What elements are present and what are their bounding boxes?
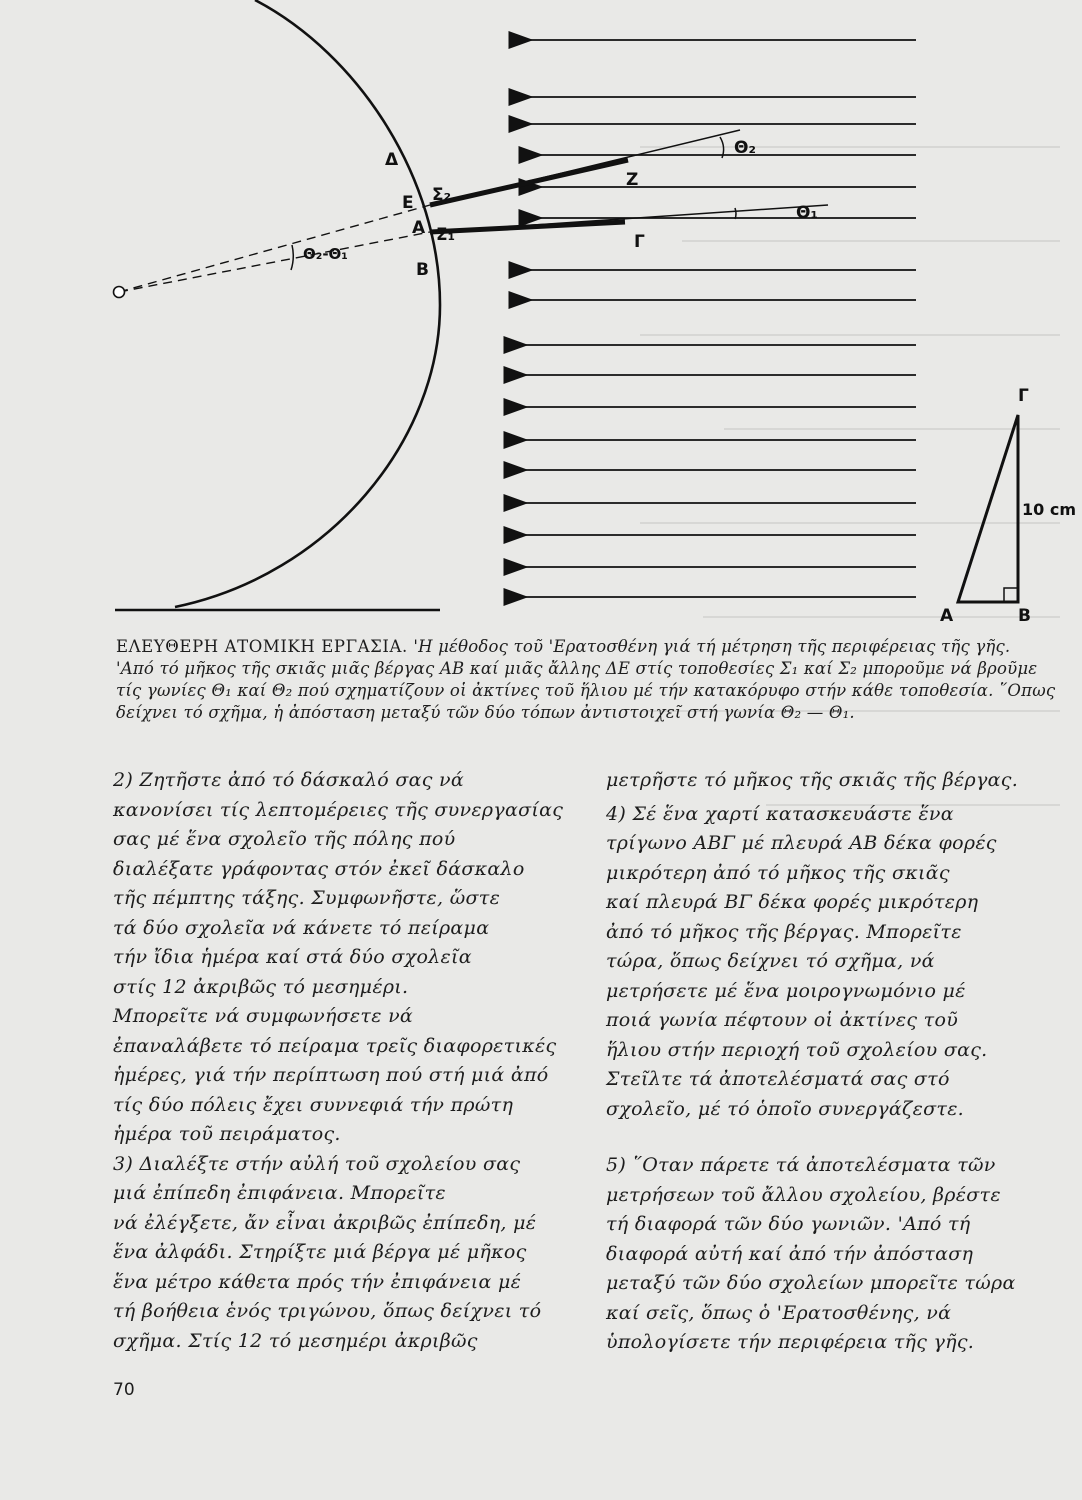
caption-line: 'Από τό μῆκος τῆς σκιᾶς μιᾶς βέργας ΑΒ καί μιᾶς ἄλλης ΔΕ στίς τοποθεσίες Σ₁ καί Σ₂ μποροῦμε νά βροῦμε bbox=[116, 659, 1038, 678]
text-line: ἕνα ἀλφάδι. Στηρίξτε μιά βέργα μέ μῆκος bbox=[113, 1241, 527, 1263]
text-line: Μπορεῖτε νά συμφωνήσετε νά bbox=[113, 1005, 414, 1027]
label-theta1: Θ₁ bbox=[796, 203, 818, 223]
caption-line: 'Η μέθοδος τοῦ 'Ερατοσθένη γιά τή μέτρηση τῆς περιφέρειας τῆς γῆς. bbox=[413, 637, 1011, 656]
radii bbox=[119, 205, 430, 292]
label-zeta: Ζ bbox=[626, 170, 639, 190]
text-line: μιά ἐπίπεδη ἐπιφάνεια. Μπορεῖτε bbox=[113, 1182, 446, 1204]
text-line: τῆς πέμπτης τάξης. Συμφωνῆστε, ὥστε bbox=[113, 887, 501, 909]
label-sigma1: Σ₁ bbox=[436, 225, 456, 245]
caption-line: δείχνει τό σχῆμα, ἡ ἀπόσταση μεταξύ τῶν δύο τόπων ἀντιστοιχεῖ στή γωνία Θ₂ — Θ₁. bbox=[116, 703, 855, 722]
eratosthenes-diagram bbox=[0, 0, 1082, 640]
text-line: τώρα, ὅπως δείχνει τό σχῆμα, νά bbox=[606, 950, 935, 972]
caption-heading: ΕΛΕΥΘΕΡΗ ΑΤΟΜΙΚΗ ΕΡΓΑΣΙΑ. bbox=[116, 637, 408, 656]
label-theta2: Θ₂ bbox=[734, 138, 756, 158]
stick-ab bbox=[430, 222, 625, 232]
text-line: σχῆμα. Στίς 12 τό μεσημέρι ἀκριβῶς bbox=[113, 1329, 478, 1352]
label-epsilon: Ε bbox=[402, 193, 414, 213]
label-alpha: Α bbox=[412, 218, 426, 238]
label-angle-difference: Θ₂-Θ₁ bbox=[303, 245, 348, 263]
stick-de bbox=[430, 160, 628, 205]
triangle-abg bbox=[958, 415, 1018, 602]
text-line: κανονίσει τίς λεπτομέρειες τῆς συνεργασίας bbox=[113, 798, 564, 821]
text-line: ἥλιου στήν περιοχή τοῦ σχολείου σας. bbox=[606, 1038, 988, 1061]
text-line: τή βοήθεια ἑνός τριγώνου, ὅπως δείχνει τό bbox=[113, 1300, 542, 1322]
text-line: ἐπαναλάβετε τό πείραμα τρεῖς διαφορετικές bbox=[113, 1034, 557, 1057]
diff-arc bbox=[291, 245, 293, 270]
triangle-height-label: 10 cm bbox=[1022, 500, 1076, 519]
page-number: 70 bbox=[113, 1380, 135, 1400]
right-column bbox=[606, 766, 1061, 1358]
text-line: 4) Σέ ἕνα χαρτί κατασκευάστε ἕνα bbox=[606, 802, 954, 825]
text-line: Στεῖλτε τά ἀποτελέσματά σας στό bbox=[606, 1068, 950, 1090]
text-line: καί σεῖς, ὅπως ὁ 'Ερατοσθένης, νά bbox=[606, 1301, 952, 1324]
caption-line: τίς γωνίες Θ₁ καί Θ₂ πού σχηματίζουν οἱ ἀκτίνες τοῦ ἥλιου μέ τήν κατακόρυφο στήν κάθε τοποθεσία. ῞Οπως bbox=[116, 681, 1056, 700]
triangle-label-gamma: Γ bbox=[1018, 386, 1029, 406]
text-line: μετρήσεων τοῦ ἄλλου σχολείου, βρέστε bbox=[606, 1183, 1001, 1206]
earth-center bbox=[114, 287, 125, 298]
text-line: ποιά γωνία πέφτουν οἱ ἀκτίνες τοῦ bbox=[606, 1009, 959, 1031]
text-line: διαφορά αὐτή καί ἀπό τήν ἀπόσταση bbox=[606, 1242, 974, 1265]
text-line: τρίγωνο ΑΒΓ μέ πλευρά ΑΒ δέκα φορές bbox=[606, 832, 997, 854]
label-beta: Β bbox=[416, 260, 429, 280]
text-line: 5) ῞Οταν πάρετε τά ἀποτελέσματα τῶν bbox=[606, 1154, 996, 1176]
label-sigma2: Σ₂ bbox=[432, 185, 452, 205]
text-line: στίς 12 ἀκριβῶς τό μεσημέρι. bbox=[113, 975, 409, 998]
earth-arc bbox=[175, 0, 440, 607]
text-line: ἀπό τό μῆκος τῆς βέργας. Μπορεῖτε bbox=[606, 920, 962, 943]
text-line: ὑπολογίσετε τήν περιφέρεια τῆς γῆς. bbox=[606, 1331, 975, 1353]
text-line: ἡμέρες, γιά τήν περίπτωση πού στή μιά ἀπό bbox=[113, 1064, 549, 1086]
figure-caption bbox=[116, 636, 1066, 724]
text-line: σας μέ ἕνα σχολεῖο τῆς πόλης πού bbox=[113, 828, 456, 850]
sun-rays bbox=[525, 40, 916, 597]
text-line: 2) Ζητῆστε ἀπό τό δάσκαλό σας νά bbox=[113, 769, 465, 791]
text-line: τή διαφορά τῶν δύο γωνιῶν. 'Από τή bbox=[606, 1213, 971, 1235]
text-line: νά ἐλέγξετε, ἄν εἶναι ἀκριβῶς ἐπίπεδη, μέ bbox=[113, 1211, 537, 1234]
text-line: μικρότερη ἀπό τό μῆκος τῆς σκιᾶς bbox=[606, 861, 950, 884]
text-line: τά δύο σχολεῖα νά κάνετε τό πείραμα bbox=[113, 916, 490, 939]
text-line: ἡμέρα τοῦ πειράματος. bbox=[113, 1123, 341, 1145]
text-line: μετρῆστε τό μῆκος τῆς σκιᾶς τῆς βέργας. bbox=[606, 769, 1019, 791]
label-gamma: Γ bbox=[634, 232, 645, 252]
left-column bbox=[113, 766, 573, 1356]
text-line: καί πλευρά ΒΓ δέκα φορές μικρότερη bbox=[606, 891, 979, 913]
triangle-label-alpha: Α bbox=[940, 606, 954, 626]
text-line: τίς δύο πόλεις ἔχει συννεφιά τήν πρώτη bbox=[113, 1093, 514, 1116]
text-line: 3) Διαλέξτε στήν αὐλή τοῦ σχολείου σας bbox=[113, 1152, 521, 1175]
text-line: τήν ἴδια ἡμέρα καί στά δύο σχολεῖα bbox=[113, 946, 472, 968]
text-line: μετρήσετε μέ ἕνα μοιρογνωμόνιο μέ bbox=[606, 979, 966, 1002]
text-line: σχολεῖο, μέ τό ὁποῖο συνεργάζεστε. bbox=[606, 1097, 965, 1120]
text-line: διαλέξατε γράφοντας στόν ἐκεῖ δάσκαλο bbox=[113, 857, 525, 880]
theta1-arc bbox=[735, 208, 736, 219]
label-delta: Δ bbox=[385, 150, 399, 170]
triangle-label-beta: Β bbox=[1018, 606, 1031, 626]
text-line: ἕνα μέτρο κάθετα πρός τήν ἐπιφάνεια μέ bbox=[113, 1270, 522, 1293]
text-line: μεταξύ τῶν δύο σχολείων μπορεῖτε τώρα bbox=[606, 1272, 1016, 1294]
